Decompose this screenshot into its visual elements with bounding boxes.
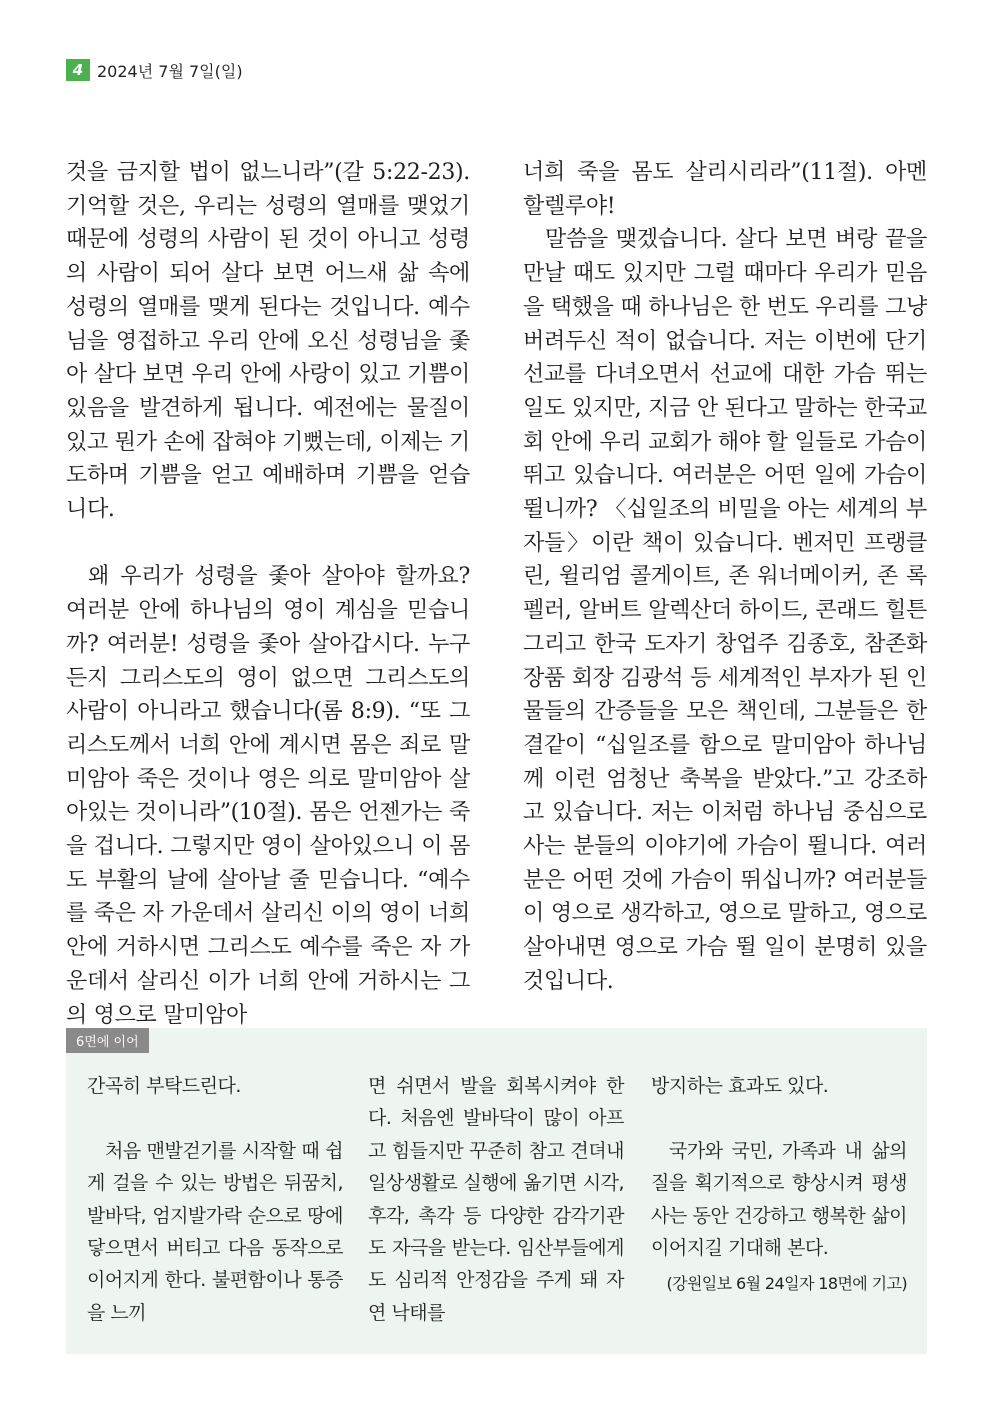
article-paragraph: 말씀을 맺겠습니다. 살다 보면 벼랑 끝을 만날 때도 있지만 그럴 때마다 우리가 믿음을 택했을 때 하나님은 한 번도 우리를 그냥 버려두신 적이 없습니다. 저는 이번에 단기선교를 다녀오면서 선교에 대한 가슴 뛰는 일도 있지만, 지금 안 된다고 말하는 한국교회 안에 우리 교회가 해야 할 일들로 가슴이 뛰고 있습니다. 여러분은 어떤 일에 가슴이 뛸니까? 〈십일조의 비밀을 아는 세계의 부자들〉이란 책이 있습니다. 벤저민 프랭클린, 윌리엄 콜게이트, 존 워너메이커, 존 록펠러, 알버트 알렉산더 하이드, 콘래드 힐튼 그리고 한국 도자기 창업주 김종호, 참존화장품 회장 김광석 등 세계적인 부자가 된 인물들의 간증들을 모은 책인데, 그분들은 한결같이 “십일조를 함으로 말미암아 하나님께 이런 엄청난 축복을 받았다.”고 강조하고 있습니다. 저는 이처럼 하나님 중심으로 사는 분들의 이야기에 가슴이 뛸니다. 여러분은 어떤 것에 가슴이 뛰십니까? 여러분들이 영으로 생각하고, 영으로 말하고, 영으로 살아내면 영으로 가슴 뛸 일이 분명히 있을 것입니다. [523, 227, 927, 994]
article-left-column [66, 156, 470, 1032]
paragraph-spacer [87, 1102, 343, 1134]
paragraph-spacer [651, 1102, 907, 1134]
box-column-2 [368, 1070, 624, 1329]
box-column-1 [87, 1070, 343, 1329]
article-paragraph: 왜 우리가 성령을 좇아 살아야 할까요? 여러분 안에 하나님의 영이 계심을 믿습니까? 여러분! 성령을 좇아 살아갑시다. 누구든지 그리스도의 영이 없으면 그리스도의 사람이 아니라고 했습니다(롬 8:9). “또 그리스도께서 너희 안에 계시면 몸은 죄로 말미암아 죽은 것이나 영은 의로 말미암아 살아있는 것이니라”(10절). 몸은 언젠가는 죽을 겁니다. 그렇지만 영이 살아있으니 이 몸도 부활의 날에 살아날 줄 믿습니다. “예수를 죽은 자 가운데서 살리신 이의 영이 너희 안에 거하시면 그리스도 예수를 죽은 자 가운데서 살리신 이가 너희 안에 거하시는 그의 영으로 말미암아 [66, 564, 470, 1028]
box-paragraph: 처음 맨발걷기를 시작할 때 쉽게 걸을 수 있는 방법은 뒤꿈치, 발바닥, 엄지발가락 순으로 땅에 닿으면서 버티고 다음 동작으로 이어지게 한다. 불편함이나 통증을 느끼 [87, 1139, 343, 1324]
article-paragraph: 너희 죽을 몸도 살리시리라”(11절). 아멘 할렐루야! [523, 160, 927, 219]
box-paragraph: 방지하는 효과도 있다. [651, 1075, 829, 1097]
continued-article-box [66, 1028, 927, 1354]
page-header [66, 57, 243, 83]
continued-tag: 6면에 이어 [66, 1028, 149, 1053]
source-credit: (강원일보 6월 24일자 18면에 기고) [666, 1274, 907, 1294]
issue-date: 2024년 7월 7일(일) [97, 61, 243, 81]
box-paragraph: 간곡히 부탁드린다. [87, 1075, 241, 1097]
paragraph-spacer [66, 527, 470, 561]
article-right-column [523, 156, 927, 999]
article-paragraph: 것을 금지할 법이 없느니라”(갈 5:22-23). 기억할 것은, 우리는 성령의 열매를 맺었기 때문에 성령의 사람이 된 것이 아니고 성령의 사람이 되어 살다 보면 어느새 삶 속에 성령의 열매를 맺게 된다는 것입니다. 예수님을 영접하고 우리 안에 오신 성령님을 좇아 살다 보면 우리 안에 사랑이 있고 기쁨이 있음을 발견하게 됩니다. 예전에는 물질이 있고 뭔가 손에 잡혀야 기뻤는데, 이제는 기도하며 기쁨을 얻고 예배하며 기쁨을 얻습니다. [66, 160, 470, 523]
page-number: 4 [66, 59, 90, 81]
box-paragraph: 국가와 국민, 가족과 내 삶의 질을 획기적으로 향상시켜 평생 사는 동안 건강하고 행복한 삶이 이어지길 기대해 본다. [651, 1139, 907, 1260]
box-column-3 [651, 1070, 907, 1301]
box-paragraph: 면 쉬면서 발을 회복시켜야 한다. 처음엔 발바닥이 많이 아프고 힘들지만 꾸준히 참고 견뎌내 일상생활로 실행에 옮기면 시각, 후각, 촉각 등 다양한 감각기관도 자극을 받는다. 임산부들에게도 심리적 안정감을 주게 돼 자연 낙태를 [368, 1075, 624, 1324]
